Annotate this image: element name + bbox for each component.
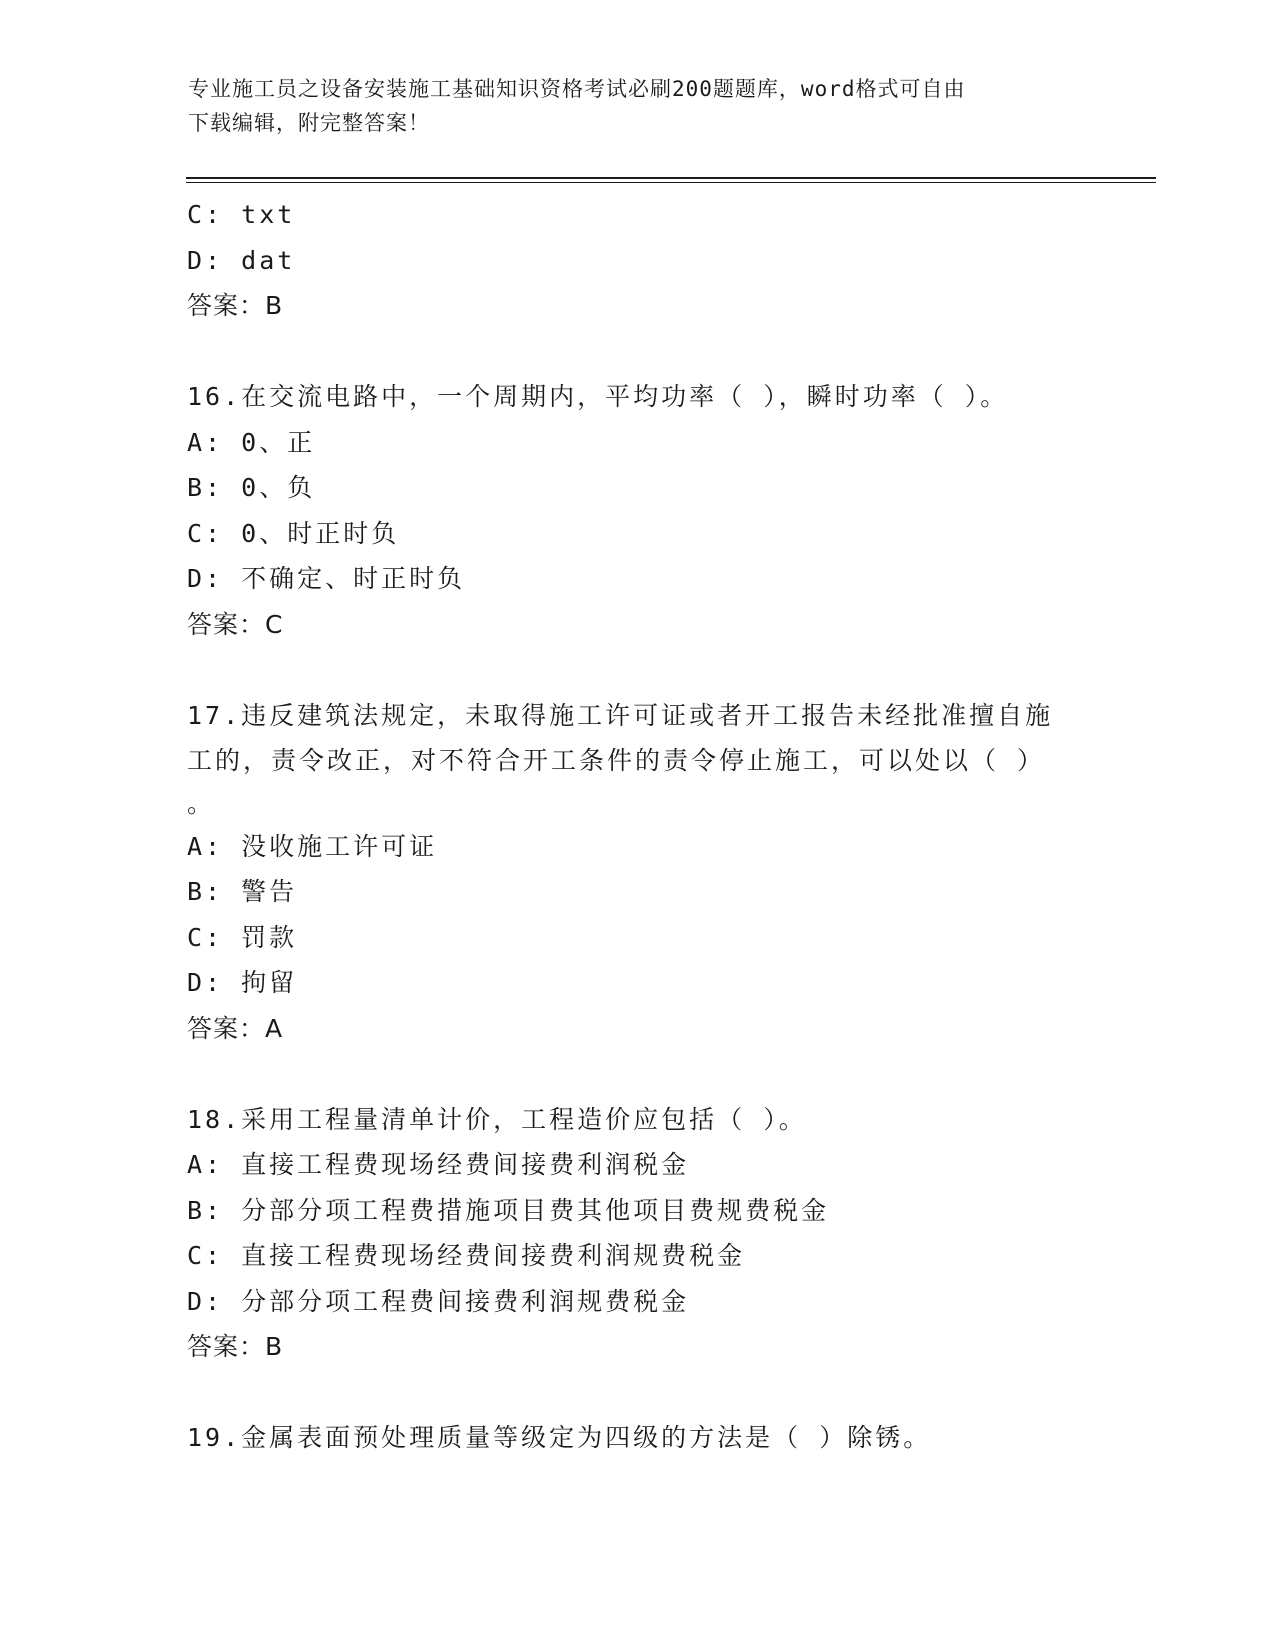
option-c: C: txt bbox=[187, 200, 296, 229]
question-stem: 19.金属表面预处理质量等级定为四级的方法是（ ）除锈。 bbox=[187, 1423, 932, 1452]
option-b: B: 警告 bbox=[187, 877, 298, 906]
question-stem-line-3: 。 bbox=[187, 788, 216, 818]
answer: 答案：C bbox=[187, 609, 284, 639]
question-17 bbox=[187, 693, 1087, 1052]
option-d: D: 不确定、时正时负 bbox=[187, 564, 466, 593]
answer: 答案：B bbox=[187, 291, 284, 320]
question-18 bbox=[187, 1097, 1087, 1370]
question-list bbox=[187, 192, 1087, 1461]
question-stem: 18.采用工程量清单计价，工程造价应包括（ ）。 bbox=[187, 1104, 807, 1134]
question-stem-line-1: 17.违反建筑法规定，未取得施工许可证或者开工报告未经批准擅自施 bbox=[187, 700, 1054, 730]
option-d: D: dat bbox=[187, 245, 296, 275]
answer: 答案：A bbox=[187, 1013, 284, 1043]
option-c: C: 罚款 bbox=[187, 922, 298, 952]
option-b: B: 分部分项工程费措施项目费其他项目费规费税金 bbox=[187, 1195, 830, 1225]
spacer bbox=[187, 647, 1087, 693]
option-a: A: 直接工程费现场经费间接费利润税金 bbox=[187, 1150, 690, 1179]
header-line-2: 下载编辑，附完整答案！ bbox=[188, 111, 430, 135]
page-header bbox=[188, 72, 1068, 140]
question-stem: 16.在交流电路中，一个周期内，平均功率（ ），瞬时功率（ ）。 bbox=[187, 382, 1009, 411]
header-line-1: 专业施工员之设备安装施工基础知识资格考试必刷200题题库，word格式可自由 bbox=[188, 77, 966, 101]
option-d: D: 拘留 bbox=[187, 968, 298, 997]
question-19 bbox=[187, 1415, 1087, 1461]
question-stem-line-2: 工的，责令改正，对不符合开工条件的责令停止施工，可以处以（ ） bbox=[187, 746, 1046, 775]
option-c: C: 0、时正时负 bbox=[187, 518, 400, 548]
answer: 答案：B bbox=[187, 1332, 284, 1361]
question-16 bbox=[187, 374, 1087, 647]
spacer bbox=[187, 1370, 1087, 1416]
option-c: C: 直接工程费现场经费间接费利润规费税金 bbox=[187, 1241, 746, 1270]
option-a: A: 没收施工许可证 bbox=[187, 831, 438, 861]
spacer bbox=[187, 329, 1087, 375]
header-divider-thin bbox=[186, 182, 1156, 183]
option-a: A: 0、正 bbox=[187, 427, 316, 457]
header-divider-thick bbox=[186, 177, 1156, 179]
option-b: B: 0、负 bbox=[187, 473, 316, 502]
question-15 bbox=[187, 192, 1087, 329]
option-d: D: 分部分项工程费间接费利润规费税金 bbox=[187, 1286, 690, 1316]
spacer bbox=[187, 1051, 1087, 1097]
